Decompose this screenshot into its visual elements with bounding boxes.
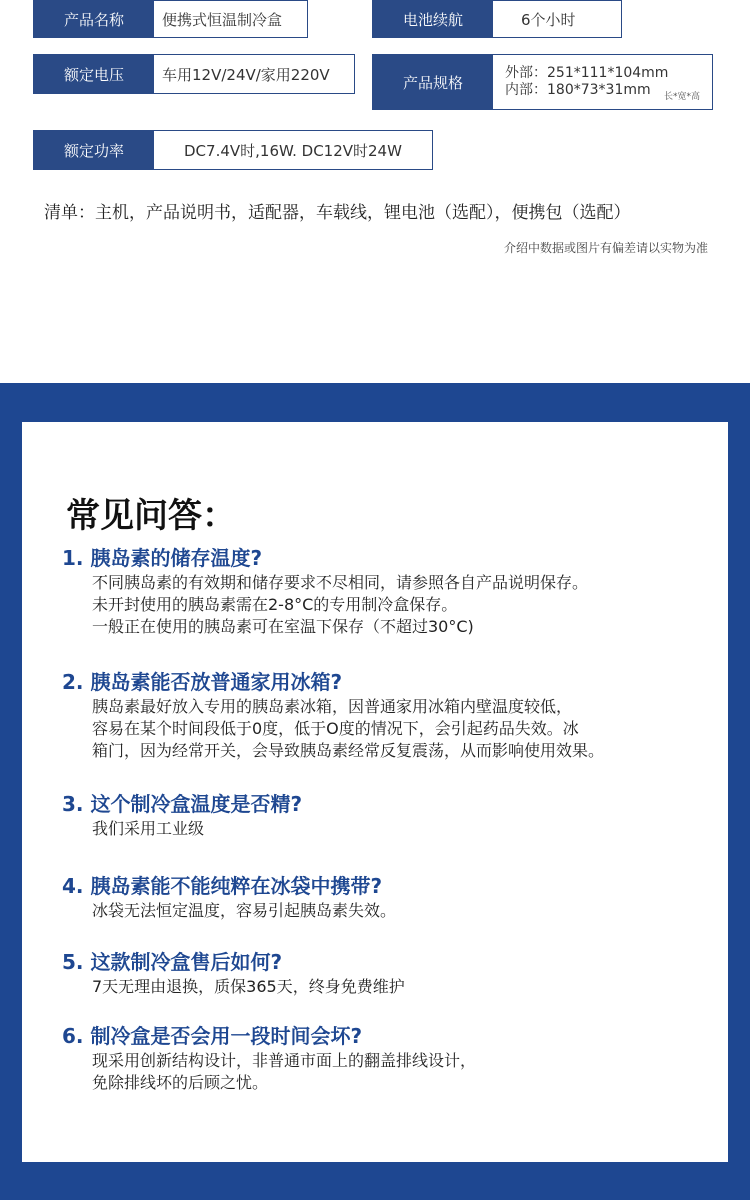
faq-question: 6. 制冷盒是否会用一段时间会坏? bbox=[62, 1024, 363, 1048]
faq-item-1 bbox=[62, 544, 588, 638]
spec-battery-life bbox=[372, 0, 622, 38]
faq-question: 1. 胰岛素的储存温度? bbox=[62, 546, 263, 570]
spec-size bbox=[372, 54, 713, 110]
spec-value: DC7.4V时,16W. DC12V时24W bbox=[184, 141, 402, 160]
spec-rated-power bbox=[33, 130, 433, 170]
faq-answer-line: 我们采用工业级 bbox=[92, 819, 205, 838]
spec-label: 产品名称 bbox=[34, 1, 154, 37]
faq-title: 常见问答： bbox=[66, 496, 236, 536]
faq-question: 4. 胰岛素能不能纯粹在冰袋中携带? bbox=[62, 874, 383, 898]
faq-answer-line: 未开封使用的胰岛素需在2-8°C的专用制冷盒保存。 bbox=[92, 595, 458, 614]
faq-answer-line: 不同胰岛素的有效期和储存要求不尽相同，请参照各自产品说明保存。 bbox=[92, 573, 589, 592]
spec-label: 电池续航 bbox=[373, 1, 493, 37]
spec-label: 产品规格 bbox=[373, 55, 493, 109]
spec-size-inner: 内部：180*73*31mm bbox=[505, 82, 651, 98]
spec-value: 6个小时 bbox=[521, 10, 576, 29]
spec-rated-voltage bbox=[33, 54, 355, 94]
spec-label: 额定电压 bbox=[34, 55, 154, 93]
disclaimer: 介绍中数据或图片有偏差请以实物为准 bbox=[503, 241, 708, 255]
faq-question: 2. 胰岛素能否放普通家用冰箱? bbox=[62, 670, 343, 694]
faq-answer-line: 7天无理由退换，质保365天，终身免费维护 bbox=[92, 977, 405, 996]
spec-value bbox=[493, 55, 712, 109]
faq-answer-line: 冰袋无法恒定温度，容易引起胰岛素失效。 bbox=[92, 901, 397, 920]
faq-item-6 bbox=[62, 1022, 476, 1094]
faq-answer-line: 胰岛素最好放入专用的胰岛素冰箱，因普通家用冰箱内壁温度较低， bbox=[92, 697, 573, 716]
faq-item-3 bbox=[62, 790, 302, 840]
spec-value: 车用12V/24V/家用220V bbox=[162, 65, 330, 84]
spec-value: 便携式恒温制冷盒 bbox=[162, 10, 283, 29]
faq-question: 5. 这款制冷盒售后如何? bbox=[62, 950, 283, 974]
faq-item-2 bbox=[62, 668, 604, 762]
spec-product-name bbox=[33, 0, 308, 38]
spec-label: 额定功率 bbox=[34, 131, 154, 169]
faq-answer-line: 一般正在使用的胰岛素可在室温下保存（不超过30°C) bbox=[92, 617, 474, 636]
package-list: 清单：主机，产品说明书，适配器，车载线，锂电池（选配），便携包（选配） bbox=[44, 203, 631, 223]
faq-answer-line: 容易在某个时间段低于0度，低于O度的情况下，会引起药品失效。冰 bbox=[92, 719, 579, 738]
faq-answer-line: 现采用创新结构设计，非普通市面上的翻盖排线设计， bbox=[92, 1051, 477, 1070]
spec-size-dims-note: 长*宽*高 bbox=[663, 92, 700, 102]
faq-item-5 bbox=[62, 948, 405, 998]
faq-answer-line: 免除排线坏的后顾之忧。 bbox=[92, 1073, 269, 1092]
faq-item-4 bbox=[62, 872, 396, 922]
faq-question: 3. 这个制冷盒温度是否精? bbox=[62, 792, 303, 816]
spec-size-outer: 外部：251*111*104mm bbox=[505, 65, 669, 81]
faq-card bbox=[22, 422, 728, 1162]
faq-answer-line: 箱门，因为经常开关，会导致胰岛素经常反复震荡，从而影响使用效果。 bbox=[92, 741, 605, 760]
